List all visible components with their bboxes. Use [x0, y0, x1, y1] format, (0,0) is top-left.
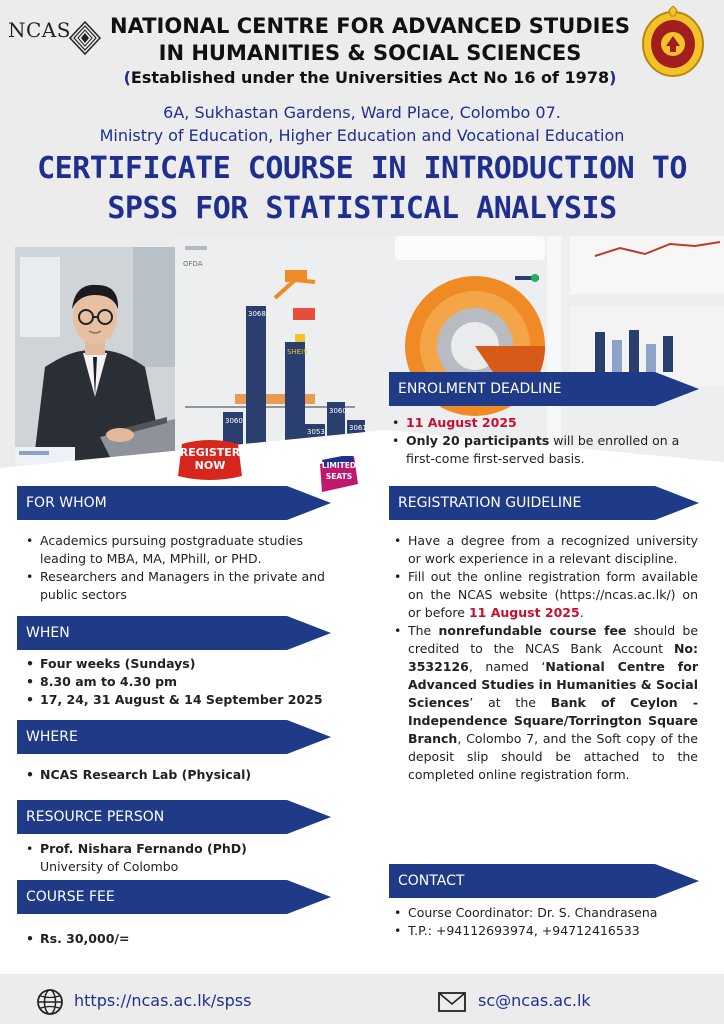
dashboard-label: 3068 — [248, 310, 266, 318]
dashboard-label: 3061 — [349, 424, 367, 432]
list-item: • T.P.: +94112693974, +94712416533 — [392, 922, 702, 940]
where-heading: WHERE — [26, 729, 78, 745]
register-now-label[interactable] — [176, 446, 244, 472]
reg-text: , named ‘ — [468, 659, 546, 674]
reg-text: The — [408, 623, 439, 638]
list-item: • 17, 24, 31 August & 14 September 2025 — [24, 691, 344, 709]
course-title-line2: SPSS FOR STATISTICAL ANALYSIS — [107, 191, 617, 226]
list-item: • NCAS Research Lab (Physical) — [24, 766, 344, 784]
registration-item2-text: Fill out the online registration form available on the NCAS website (https://ncas.ac.lk/) on or before — [408, 569, 698, 620]
when-heading: WHEN — [26, 625, 70, 641]
registration-item2-end: . — [579, 605, 584, 620]
header — [0, 0, 724, 236]
address: 6A, Sukhastan Gardens, Ward Place, Colombo 07. — [163, 103, 561, 122]
dashboard-label: SHEIS — [287, 348, 308, 356]
globe-icon — [36, 988, 64, 1016]
course-fee-list — [24, 930, 344, 948]
when-list — [24, 655, 344, 709]
reg-text: should be credited to the NCAS Bank Account — [408, 623, 699, 656]
limited-seats-label — [314, 460, 364, 482]
list-item: • Four weeks (Sundays) — [24, 655, 344, 673]
reg-text: nonrefundable course fee — [438, 623, 627, 638]
sri-lanka-emblem-icon — [640, 6, 706, 78]
list-item — [390, 414, 700, 432]
reg-text: ’ at the — [469, 695, 551, 710]
dashboard-label: 3060 — [225, 417, 243, 425]
list-item — [24, 840, 344, 876]
course-title-line1: CERTIFICATE COURSE IN INTRODUCTION TO — [37, 151, 687, 186]
for-whom-heading: FOR WHOM — [26, 495, 107, 511]
limited-seats-line1: LIMITED — [321, 461, 357, 470]
list-item: • Rs. 30,000/= — [24, 930, 344, 948]
established-note: (Established under the Universities Act No 16 of 1978) — [123, 68, 617, 87]
ncas-logo-text: NCAS — [8, 18, 71, 42]
participants-rest: will be enrolled on a first-come first-served basis. — [406, 433, 680, 466]
list-item: • Course Coordinator: Dr. S. Chandrasena — [392, 904, 702, 922]
list-item: • Researchers and Managers in the private and public sectors — [24, 568, 344, 604]
list-item: • Academics pursuing postgraduate studies leading to MBA, MA, MPhill, or PHD. — [24, 532, 344, 568]
dashboard-label: 3053 — [307, 428, 325, 436]
contact-heading: CONTACT — [398, 873, 465, 889]
list-item: • Have a degree from a recognized university or work experience in a relevant discipline. — [392, 532, 698, 568]
resource-person-list — [24, 840, 344, 876]
list-item — [392, 622, 698, 784]
contact-list — [392, 904, 702, 940]
bank-account-number: No: 3532126 — [408, 641, 698, 674]
where-list — [24, 766, 344, 784]
resource-person-affiliation: University of Colombo — [40, 859, 179, 874]
reg-text: , Colombo 7, and the Soft copy of the deposit slip should be attached to the completed online registration form. — [408, 731, 698, 782]
dashboard-label: 3060 — [329, 407, 347, 415]
resource-person-name: • Prof. Nishara Fernando (PhD) — [40, 841, 247, 856]
registration-item2-date: 11 August 2025 — [468, 605, 580, 620]
institute-title-line1: NATIONAL CENTRE FOR ADVANCED STUDIES — [110, 14, 630, 38]
website-link[interactable]: https://ncas.ac.lk/spss — [74, 991, 252, 1010]
ncas-logo-mark-icon — [68, 18, 102, 58]
email-link[interactable]: sc@ncas.ac.lk — [478, 991, 591, 1010]
list-item: • 8.30 am to 4.30 pm — [24, 673, 344, 691]
list-item — [392, 568, 698, 622]
for-whom-list — [24, 532, 344, 604]
register-now-line1: REGISTER — [179, 446, 241, 459]
ncas-logo — [8, 14, 100, 66]
established-text: Established under the Universities Act No 16 of 1978 — [130, 68, 610, 87]
resource-person-heading: RESOURCE PERSON — [26, 809, 165, 825]
ministry: Ministry of Education, Higher Education and Vocational Education — [99, 126, 625, 145]
envelope-icon — [438, 992, 466, 1012]
enrolment-heading: ENROLMENT DEADLINE — [398, 381, 562, 397]
registration-heading: REGISTRATION GUIDELINE — [398, 495, 582, 511]
registration-list — [392, 532, 698, 784]
institute-title-line2: IN HUMANITIES & SOCIAL SCIENCES — [158, 41, 582, 65]
account-name: National Centre for Advanced Studies in Humanities & Social Sciences — [408, 659, 698, 710]
course-fee-heading: COURSE FEE — [26, 889, 115, 905]
list-item — [390, 432, 700, 468]
bank-branch: Bank of Ceylon - Independence Square/Torrington Square Branch — [408, 695, 699, 746]
limited-seats-line2: SEATS — [325, 472, 353, 481]
register-now-line2: NOW — [194, 459, 226, 472]
enrolment-deadline-date: 11 August 2025 — [406, 415, 517, 430]
dashboard-label: OFDA — [183, 260, 203, 268]
enrolment-list — [390, 414, 700, 468]
participants-bold: Only 20 participants — [406, 433, 550, 448]
